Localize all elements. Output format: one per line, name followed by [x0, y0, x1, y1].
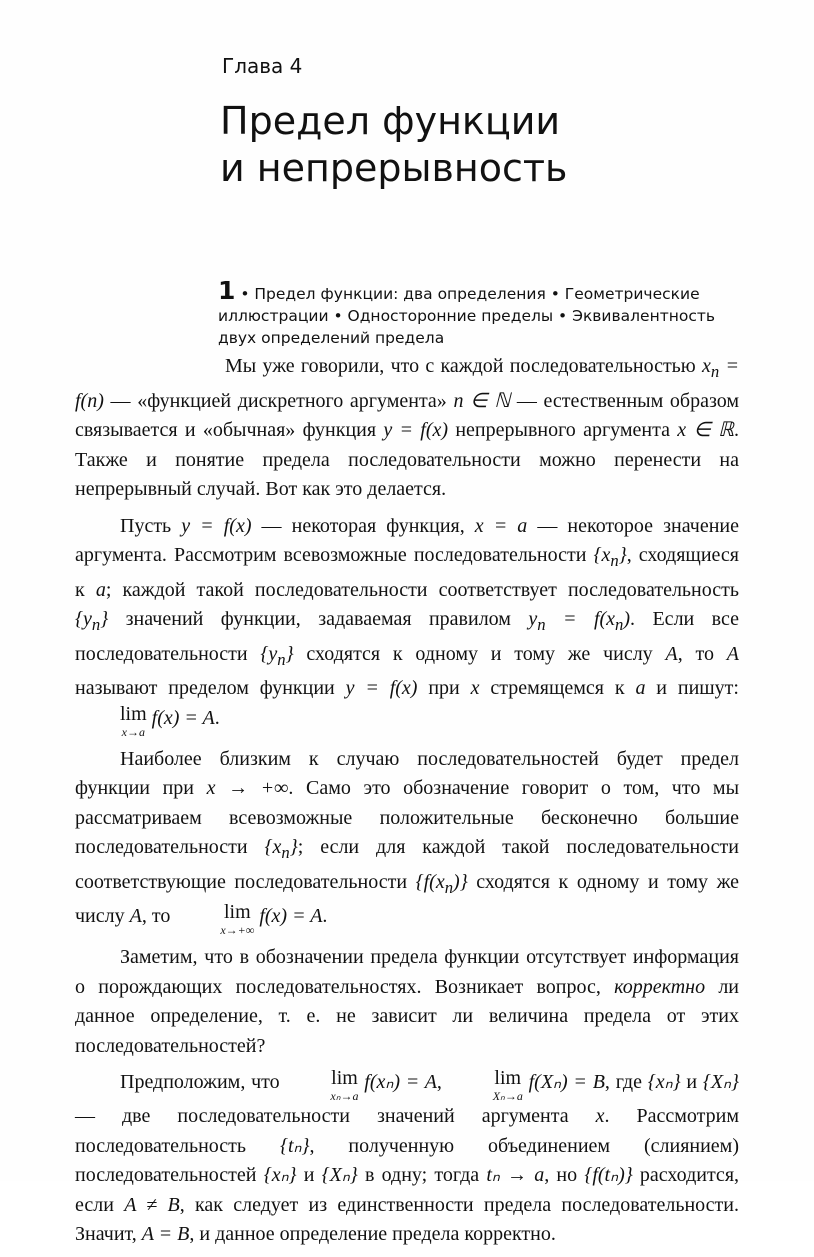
formula: x	[595, 1105, 605, 1127]
paragraph-1	[75, 352, 739, 505]
emphasis: корректно	[614, 975, 706, 998]
text-run: сходятся к одному и тому же числу	[293, 642, 666, 665]
limit-operator: lim x→a	[120, 702, 147, 739]
text-run: расходится, если	[75, 1164, 740, 1216]
text-run: , и данное определение предела корректно.	[189, 1223, 556, 1245]
text-run: — две последовательности значений аргумента	[75, 1105, 596, 1127]
text-run: .	[214, 706, 220, 729]
limit-operator: lim Xₙ→a	[492, 1067, 523, 1103]
text-run: Заметим, что в обозначении предела функции отсутствует информация о порождающих последовательностях. Возникает вопрос,	[75, 946, 739, 998]
text-run: и пишут:	[645, 677, 739, 699]
formula: {tₙ}	[279, 1134, 310, 1157]
section-heading	[218, 276, 738, 349]
chapter-title-line-2: и непрерывность	[220, 146, 568, 190]
text-run: Пусть	[120, 514, 182, 537]
text-run: .	[322, 905, 328, 927]
text-run: , полученную объединением (слиянием) последовательностей	[75, 1134, 739, 1186]
text-run: — «функцией дискретного аргумента»	[103, 389, 454, 412]
text-run: и	[296, 1164, 322, 1186]
text-run: . Само это обозначение говорит о том, что мы рассматриваем всевозможные положительные бесконечно большие последовательности	[75, 777, 740, 858]
formula: $\{y_n\}$	[75, 608, 109, 634]
formula: x → +∞	[206, 777, 289, 799]
formula: x ∈ ℝ	[677, 419, 734, 441]
text-run: — естественным образом связывается и «обычная» функция	[75, 389, 740, 441]
text-run: Предположим, что	[120, 1071, 286, 1093]
text-run: , где	[604, 1071, 648, 1093]
section-number: 1	[218, 276, 236, 305]
text-run: сходятся к одному и тому же числу	[75, 870, 739, 927]
formula: {Xₙ}	[321, 1164, 358, 1186]
limit-operator: lim xₙ→a	[330, 1067, 359, 1103]
text-run: . Рассмотрим последовательность	[75, 1105, 739, 1157]
formula: a	[635, 677, 646, 699]
formula: A	[129, 905, 142, 927]
text-run: , то	[141, 905, 176, 927]
formula: {Xₙ}	[702, 1071, 740, 1093]
text-run: — некоторая функция,	[251, 514, 475, 537]
section-topics: • Предел функции: два определения • Геометрические иллюстрации • Односторонние пределы • Эквивалентность двух определений предела	[218, 285, 716, 347]
text-run: Мы уже говорили, что с каждой последовательностью	[225, 355, 703, 377]
text-run: стремящемся к	[479, 677, 636, 699]
text-run: Наиболее близким к случаю последовательностей будет предел функции при	[75, 747, 739, 799]
formula: {xₙ}	[263, 1164, 297, 1186]
formula: f(x) = A	[254, 905, 323, 927]
formula: y = f(x)	[181, 514, 252, 537]
text-run: , то	[677, 642, 727, 665]
formula: x	[470, 677, 480, 699]
text-run: — некоторое значение аргумента. Рассмотрим всевозможные последовательности	[75, 514, 739, 566]
formula: f(xₙ) = A	[358, 1071, 437, 1093]
text-run: , сходящиеся к	[75, 544, 739, 601]
paragraph-3	[75, 745, 739, 937]
paragraph-4	[75, 943, 739, 1061]
text-run: значений функции, задаваемая правилом	[108, 608, 529, 630]
formula: $\{f(x_n)\}$	[415, 870, 468, 897]
text-run: , но	[544, 1164, 585, 1186]
formula: $\{x_n\}$	[593, 544, 627, 570]
formula: A = B	[141, 1223, 190, 1245]
main-text	[75, 352, 739, 1257]
text-run: , как следует из единственности предела последовательности. Значит,	[75, 1193, 739, 1245]
formula: tₙ → a	[486, 1164, 545, 1186]
formula: A	[726, 642, 739, 665]
paragraph-5	[75, 1068, 739, 1250]
chapter-label: Глава 4	[222, 54, 303, 78]
formula: y = f(x)	[345, 677, 418, 699]
text-run: в одну; тогда	[357, 1164, 487, 1186]
formula: n ∈ ℕ	[453, 389, 511, 412]
formula: A ≠ B	[124, 1193, 180, 1216]
formula: x = a	[474, 514, 528, 537]
text-run: ; каждой такой последовательности соответствует последовательность	[105, 578, 739, 601]
formula: a	[95, 578, 106, 601]
chapter-title-line-1: Предел функции	[220, 99, 561, 143]
formula: {xₙ}	[647, 1071, 681, 1093]
text-run: непрерывного аргумента	[448, 419, 678, 441]
formula: $x_n = f(n)$	[75, 355, 739, 412]
text-run: при	[417, 677, 471, 699]
text-run: ли данное определение, т. е. не зависит ли величина предела от этих последовательностей?	[75, 975, 740, 1057]
text-run: называют пределом функции	[75, 677, 346, 699]
formula: A	[665, 642, 678, 665]
text-run: ,	[436, 1071, 448, 1093]
formula: $\{x_n\}$	[264, 836, 298, 862]
text-run: . Если все последовательности	[75, 608, 739, 665]
formula: {f(tₙ)}	[584, 1164, 633, 1186]
text-run: . Также и понятие предела последовательности можно перенести на непрерывный случай. Вот как это делается.	[75, 419, 739, 500]
text-run: и	[680, 1071, 703, 1093]
limit-operator: lim x→+∞	[220, 901, 255, 937]
formula: f(x) = A	[146, 706, 215, 729]
chapter-title	[220, 98, 780, 192]
paragraph-2	[75, 512, 739, 738]
formula: $y_n = f(x_n)$	[528, 608, 631, 634]
formula: $\{y_n\}$	[260, 642, 294, 669]
text-run: ; если для каждой такой последовательности соответствующие последовательности	[75, 836, 739, 893]
formula: y = f(x)	[383, 419, 449, 441]
formula: f(Xₙ) = B	[522, 1071, 605, 1093]
